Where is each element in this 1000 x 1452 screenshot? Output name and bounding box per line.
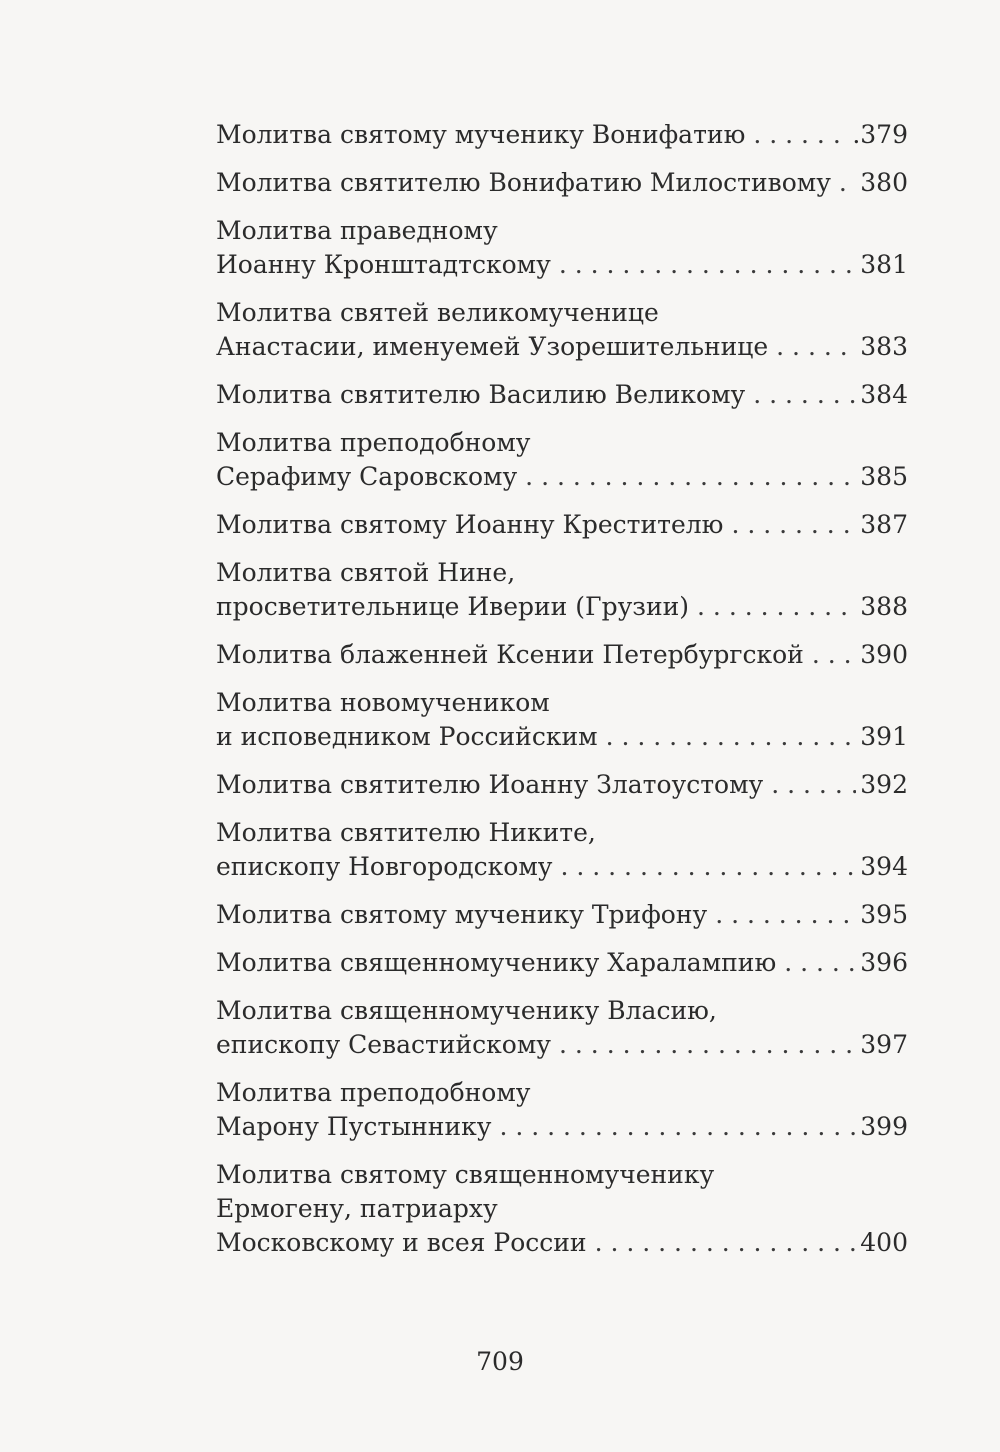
- toc-entry: [216, 166, 908, 200]
- toc-entry: [216, 898, 908, 932]
- toc-entry-page: 383: [860, 332, 908, 361]
- toc-entry-line: [216, 898, 908, 932]
- toc-entry-page: 397: [860, 1030, 908, 1059]
- toc-entry-title: Ермогену, патриарху: [216, 1194, 498, 1223]
- dot-leader: [606, 720, 857, 754]
- toc-entry-line: [216, 118, 908, 152]
- toc-entry-page: 394: [860, 852, 908, 881]
- toc-entry-line: [216, 1110, 908, 1144]
- toc-entry-title: епископу Севастийскому: [216, 1030, 552, 1059]
- toc-entry-title: Серафиму Саровскому: [216, 462, 518, 491]
- toc-entry-page: .379: [852, 120, 908, 149]
- toc-entry-page: 396: [860, 948, 908, 977]
- toc-entry-title: епископу Новгородскому: [216, 852, 553, 881]
- toc-entry-title: Анастасии, именуемей Узорешительнице: [216, 332, 769, 361]
- toc-entry-title: и исповедником Российским: [216, 722, 598, 751]
- toc-entry: [216, 994, 908, 1062]
- dot-leader: [559, 248, 856, 282]
- toc-entry-title: просветительнице Иверии (Грузии): [216, 592, 690, 621]
- toc-entry-line: [216, 508, 908, 542]
- toc-entry: [216, 1158, 908, 1260]
- dot-leader: [776, 330, 856, 364]
- toc-entry-line: [216, 1076, 908, 1110]
- dot-leader: [784, 946, 856, 980]
- toc-entry-title: Молитва священномученику Харалампию: [216, 948, 777, 977]
- toc-entry: [216, 118, 908, 152]
- toc-entry-title: Молитва праведному: [216, 216, 498, 245]
- toc-entry: [216, 214, 908, 282]
- toc-entry-page: 395: [860, 900, 908, 929]
- toc-entry: [216, 946, 908, 980]
- toc-entry-title: Молитва святителю Никите,: [216, 818, 596, 847]
- toc-entry-page: 387: [860, 510, 908, 539]
- dot-leader: [771, 768, 856, 802]
- toc-entry-line: [216, 556, 908, 590]
- dot-leader: [839, 166, 856, 200]
- toc-entry-page: 384: [860, 380, 908, 409]
- toc-entry-line: [216, 720, 908, 754]
- dot-leader: [595, 1226, 857, 1260]
- dot-leader: [499, 1110, 856, 1144]
- toc-entry-line: [216, 994, 908, 1028]
- toc-entry: [216, 556, 908, 624]
- toc-entry-page: 380: [860, 168, 908, 197]
- dot-leader: [559, 1028, 856, 1062]
- toc-entry-title: Молитва святому мученику Вонифатию: [216, 120, 746, 149]
- toc-entry-title: Молитва святителю Иоанну Златоустому: [216, 770, 764, 799]
- toc-entry-line: [216, 1226, 908, 1260]
- toc-entry-line: [216, 638, 908, 672]
- toc-entry-page: 392: [860, 770, 908, 799]
- toc-entry-title: Молитва святей великомученице: [216, 298, 659, 327]
- toc-entry-line: [216, 166, 908, 200]
- dot-leader: [753, 118, 848, 152]
- toc-entry-line: [216, 768, 908, 802]
- toc-entry-title: Молитва священномученику Власию,: [216, 996, 717, 1025]
- dot-leader: [812, 638, 856, 672]
- toc-entry-page: 390: [860, 640, 908, 669]
- toc-entry: [216, 1076, 908, 1144]
- toc-entry-title: Марону Пустыннику: [216, 1112, 492, 1141]
- toc-entry-line: [216, 1192, 908, 1226]
- toc-entry-title: Молитва преподобному: [216, 428, 531, 457]
- toc-entry-title: Молитва святому Иоанну Крестителю: [216, 510, 724, 539]
- toc-entry-page: 400: [860, 1228, 908, 1257]
- toc-entry-line: [216, 426, 908, 460]
- toc-entry-line: [216, 1028, 908, 1062]
- toc-entry-title: Молитва блаженней Ксении Петербургской: [216, 640, 804, 669]
- toc-entry-page: 391: [860, 722, 908, 751]
- toc-entry-line: [216, 248, 908, 282]
- toc-entry-page: 385: [860, 462, 908, 491]
- toc-entry: [216, 426, 908, 494]
- page-number: 709: [476, 1347, 524, 1376]
- toc-entry: [216, 378, 908, 412]
- toc-entry: [216, 508, 908, 542]
- toc-entry-line: [216, 850, 908, 884]
- toc-entry: [216, 816, 908, 884]
- toc-entry-page: 388: [860, 592, 908, 621]
- toc-entry-line: [216, 946, 908, 980]
- toc-entry-title: Молитва святому мученику Трифону: [216, 900, 708, 929]
- toc-entry: [216, 768, 908, 802]
- table-of-contents: [216, 118, 908, 1274]
- toc-entry: [216, 638, 908, 672]
- toc-entry-line: [216, 816, 908, 850]
- toc-entry-line: [216, 296, 908, 330]
- toc-entry-page: 381: [860, 250, 908, 279]
- dot-leader: [753, 378, 856, 412]
- toc-entry-title: Иоанну Кронштадтскому: [216, 250, 551, 279]
- toc-entry-line: [216, 378, 908, 412]
- dot-leader: [525, 460, 856, 494]
- toc-entry-line: [216, 330, 908, 364]
- dot-leader: [560, 850, 856, 884]
- toc-entry-line: [216, 1158, 908, 1192]
- toc-entry-title: Молитва новомучеником: [216, 688, 550, 717]
- toc-entry-title: Молитва преподобному: [216, 1078, 531, 1107]
- toc-entry-line: [216, 214, 908, 248]
- toc-entry-title: Молитва святой Нине,: [216, 558, 516, 587]
- toc-entry: [216, 296, 908, 364]
- toc-entry-title: Молитва святителю Василию Великому: [216, 380, 746, 409]
- toc-entry: [216, 686, 908, 754]
- toc-entry-line: [216, 686, 908, 720]
- toc-entry-line: [216, 460, 908, 494]
- toc-entry-line: [216, 590, 908, 624]
- dot-leader: [731, 508, 856, 542]
- toc-entry-page: 399: [860, 1112, 908, 1141]
- dot-leader: [697, 590, 856, 624]
- toc-entry-title: Молитва святителю Вонифатию Милостивому: [216, 168, 831, 197]
- toc-entry-title: Московскому и всея России: [216, 1228, 587, 1257]
- toc-entry-title: Молитва святому священномученику: [216, 1160, 715, 1189]
- dot-leader: [715, 898, 856, 932]
